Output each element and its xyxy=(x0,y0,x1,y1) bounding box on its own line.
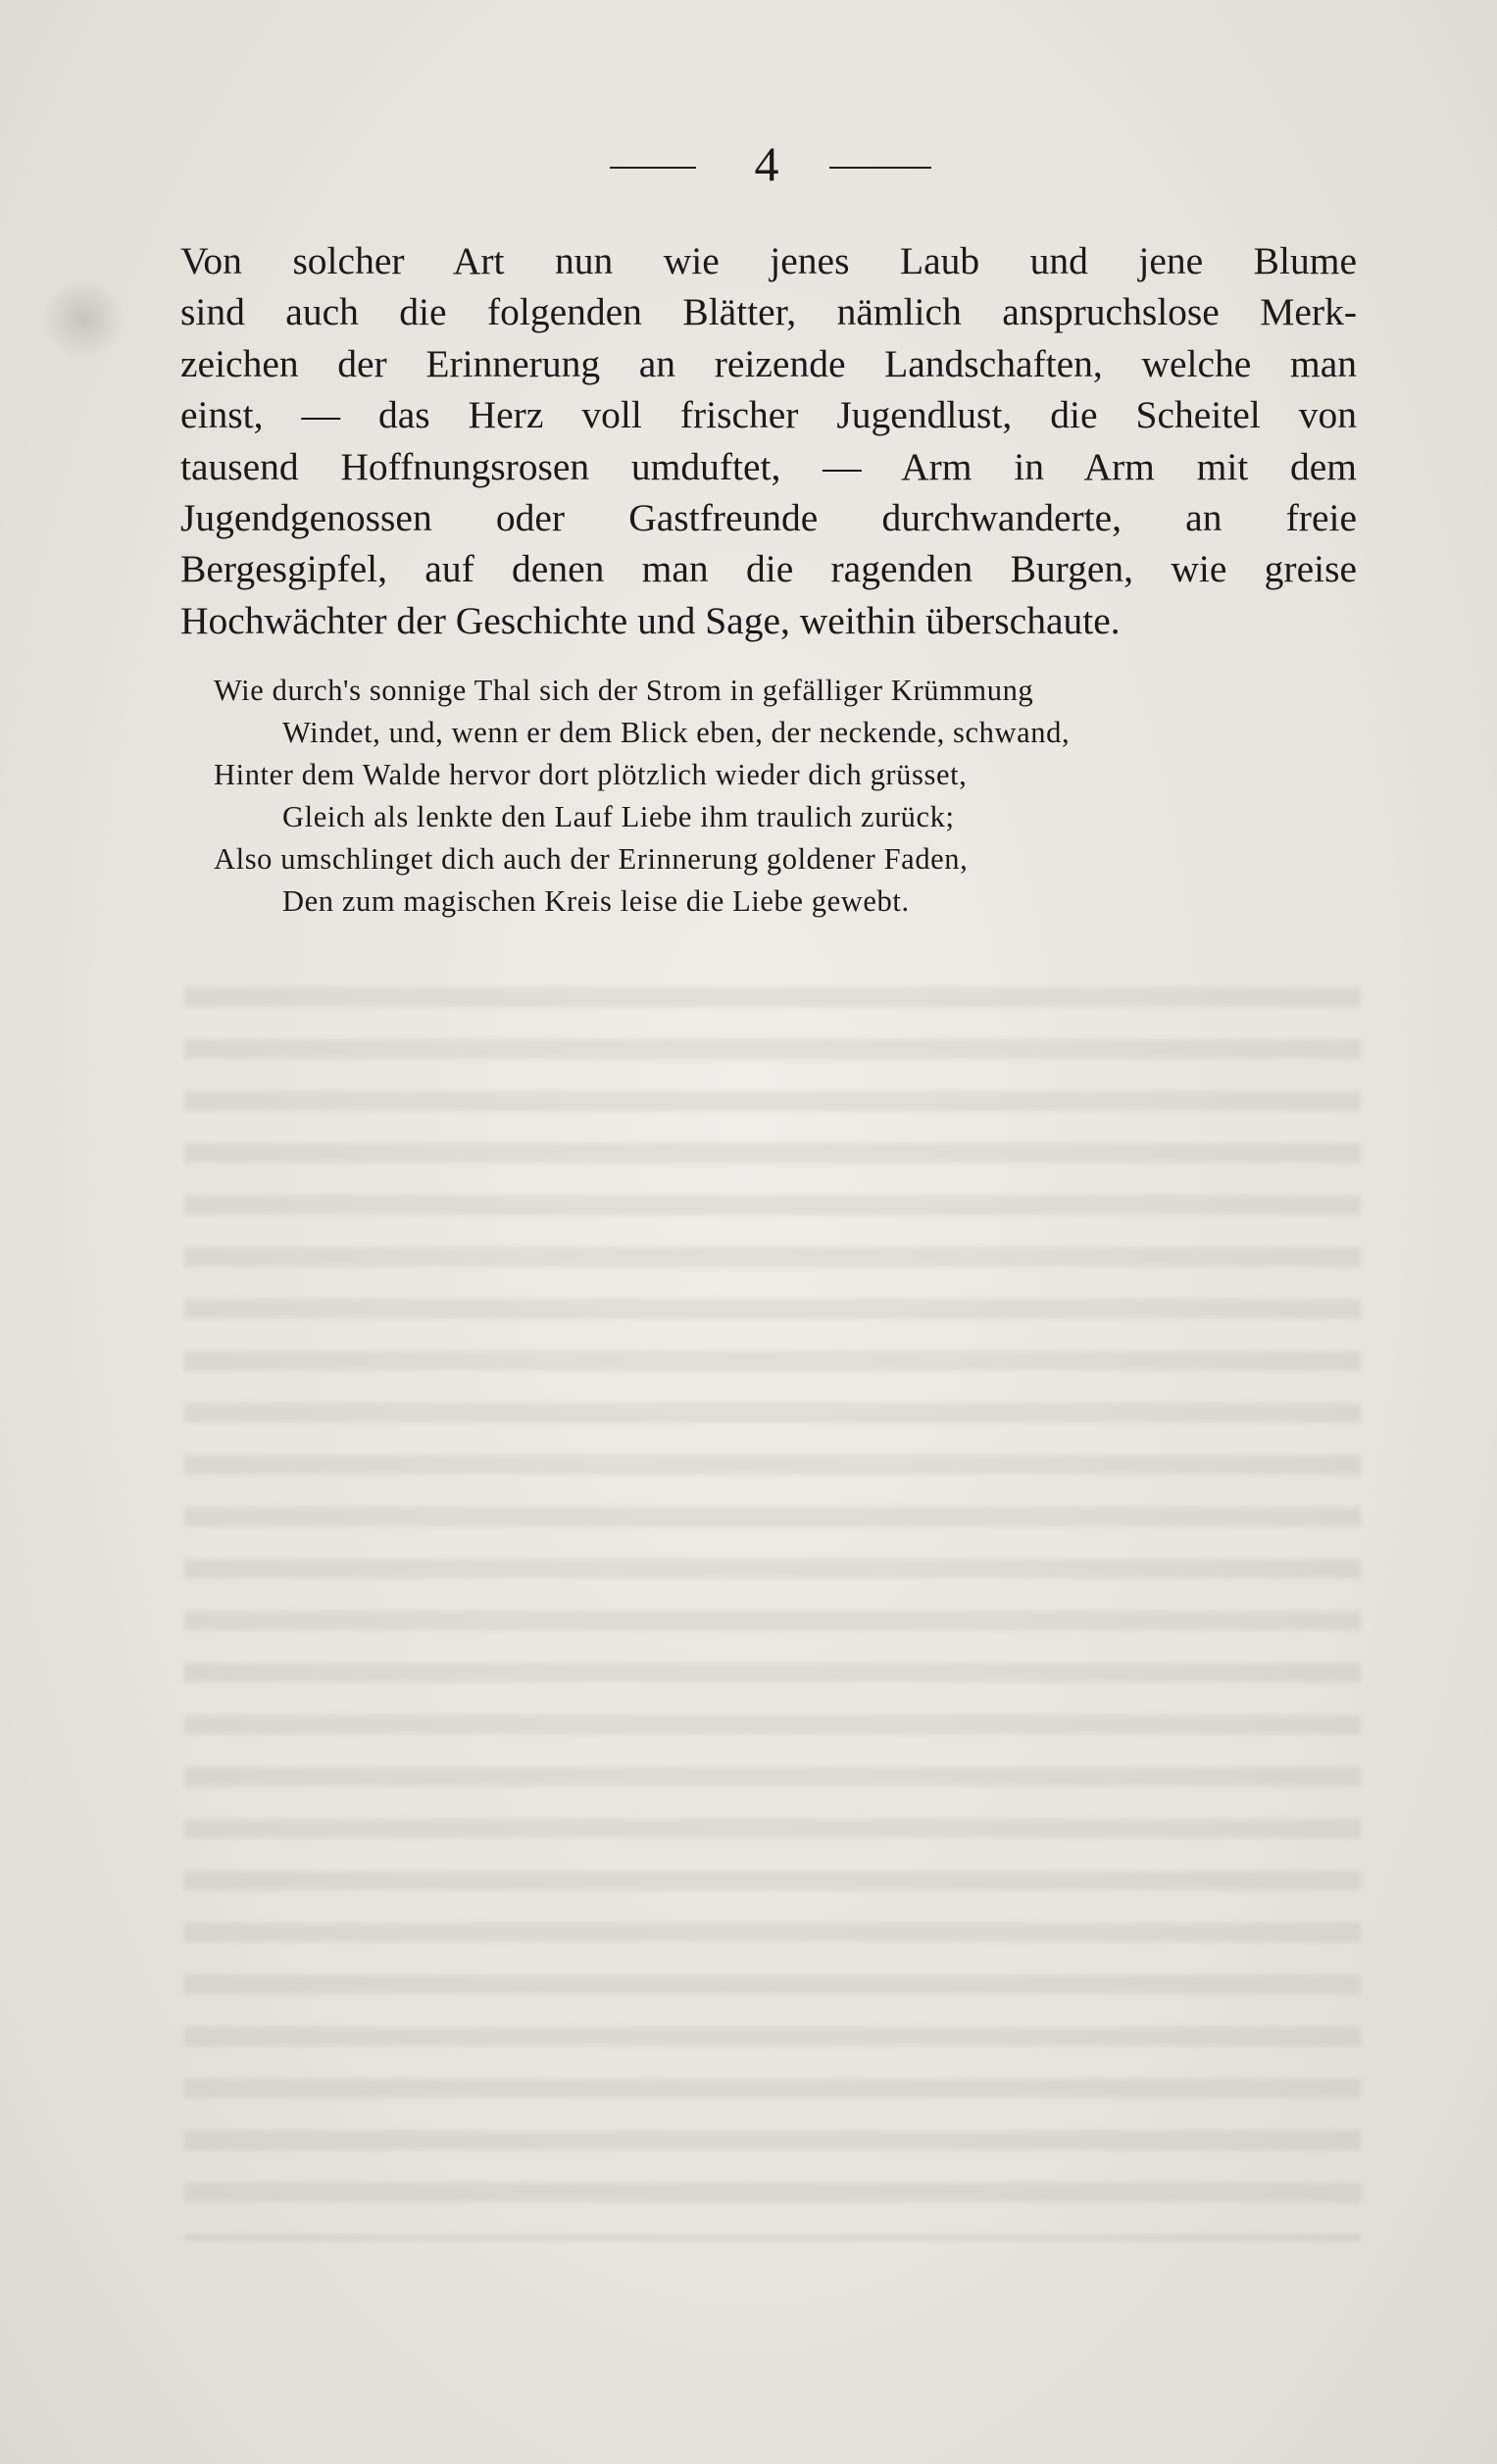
prose-line: einst, — das Herz voll frischer Jugendlust, die Scheitel von xyxy=(180,393,1357,437)
verse-line: Also umschlinget dich auch der Erinnerung goldener Faden, xyxy=(214,842,969,876)
page-number: 4 xyxy=(754,136,779,191)
paper-stain xyxy=(39,279,127,358)
prose-line: Bergesgipfel, auf denen man die ragenden Burgen, wie greise xyxy=(180,547,1357,591)
prose-line: sind auch die folgenden Blätter, nämlich anspruchslose Merk- xyxy=(180,290,1357,334)
verse-line: Windet, und, wenn er dem Blick eben, der neckende, schwand, xyxy=(282,716,1071,749)
prose-line: Jugendgenossen oder Gastfreunde durchwanderte, an freie xyxy=(180,495,1357,539)
prose-line: Hochwächter der Geschichte und Sage, weithin überschaute. xyxy=(180,598,1121,642)
verse-line: Hinter dem Walde hervor dort plötzlich wieder dich grüsset, xyxy=(214,758,968,791)
prose-line: tausend Hoffnungsrosen umduftet, — Arm in Arm mit dem xyxy=(180,444,1357,488)
page-header xyxy=(0,129,1497,198)
verse-line: Den zum magischen Kreis leise die Liebe gewebt. xyxy=(282,884,910,918)
verse-line: Wie durch's sonnige Thal sich der Strom in gefälliger Krümmung xyxy=(214,674,1034,707)
prose-paragraph xyxy=(180,235,1357,646)
prose-line: zeichen der Erinnerung an reizende Landschaften, welche man xyxy=(180,341,1357,385)
show-through-texture xyxy=(184,966,1361,2240)
verse-line: Gleich als lenkte den Lauf Liebe ihm traulich zurück; xyxy=(282,800,955,833)
verse-poem xyxy=(214,670,1331,923)
header-dash-right xyxy=(829,167,931,169)
prose-line: Von solcher Art nun wie jenes Laub und jene Blume xyxy=(180,239,1357,282)
header-dash-left xyxy=(610,167,696,169)
